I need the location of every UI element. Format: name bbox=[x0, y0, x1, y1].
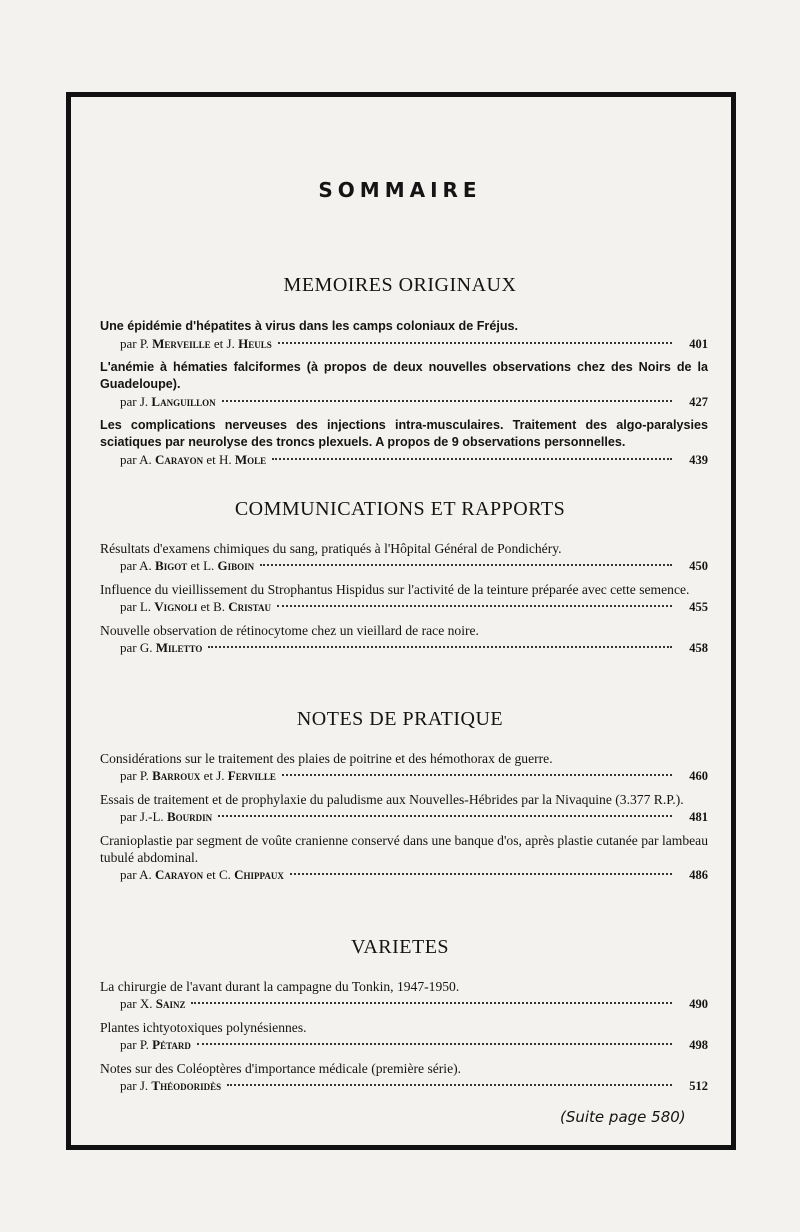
toc-entry[interactable] bbox=[100, 318, 708, 353]
entry-byline bbox=[100, 866, 708, 884]
entry-authors: par P. Barroux et J. Ferville bbox=[120, 768, 276, 783]
entry-title: L'anémie à hématies falciformes (à propos de deux nouvelles observations chez des Noirs de la Guadeloupe). bbox=[100, 360, 708, 391]
entry-authors: par J.-L. Bourdin bbox=[120, 809, 213, 824]
entry-authors: par A. Carayon et H. Mole bbox=[120, 452, 267, 467]
page-number: 512 bbox=[689, 1079, 708, 1093]
page-number: 427 bbox=[689, 395, 708, 409]
dot-leader bbox=[227, 1084, 672, 1086]
toc-entry[interactable] bbox=[100, 978, 708, 1013]
entries-notes bbox=[100, 750, 708, 890]
page-title: SOMMAIRE bbox=[318, 178, 482, 202]
entry-title: Notes sur des Coléoptères d'importance médicale (première série). bbox=[100, 1061, 462, 1076]
dot-leader bbox=[208, 646, 672, 648]
page-number: 450 bbox=[689, 559, 708, 573]
toc-entry[interactable] bbox=[100, 417, 708, 469]
entry-authors: par J. Languillon bbox=[120, 394, 216, 409]
page-number: 458 bbox=[689, 641, 708, 655]
dot-leader bbox=[197, 1043, 672, 1045]
entry-authors: par A. Carayon et C. Chippaux bbox=[120, 867, 284, 882]
page-number: 490 bbox=[689, 997, 708, 1011]
entry-authors: par A. Bigot et L. Giboin bbox=[120, 558, 255, 573]
toc-entry[interactable] bbox=[100, 581, 708, 616]
entry-title: Résultats d'examens chimiques du sang, pratiqués à l'Hôpital Général de Pondichéry. bbox=[100, 541, 562, 556]
entry-title: Une épidémie d'hépatites à virus dans les camps coloniaux de Fréjus. bbox=[100, 319, 519, 333]
entry-authors: par P. Pétard bbox=[120, 1037, 191, 1052]
page-number: 486 bbox=[689, 868, 708, 882]
entry-title: Essais de traitement et de prophylaxie du paludisme aux Nouvelles-Hébrides par la Nivaquine (3.377 R.P.). bbox=[100, 792, 684, 807]
entry-byline bbox=[100, 995, 708, 1013]
entry-byline bbox=[100, 335, 708, 353]
dot-leader bbox=[290, 873, 672, 875]
page-number: 401 bbox=[689, 337, 708, 351]
dot-leader bbox=[272, 458, 672, 460]
page-number: 455 bbox=[689, 600, 708, 614]
entry-title: Considérations sur le traitement des plaies de poitrine et des hémothorax de guerre. bbox=[100, 751, 553, 766]
toc-entry[interactable] bbox=[100, 750, 708, 785]
dot-leader bbox=[277, 605, 672, 607]
entry-authors: par P. Merveille et J. Heuls bbox=[120, 336, 272, 351]
entries-varietes bbox=[100, 978, 708, 1101]
section-title-varietes: VARIETES bbox=[350, 936, 450, 958]
entry-title: Nouvelle observation de rétinocytome chez un vieillard de race noire. bbox=[100, 623, 479, 638]
entry-authors: par X. Sainz bbox=[120, 996, 186, 1011]
dot-leader bbox=[278, 342, 672, 344]
entry-byline bbox=[100, 1077, 708, 1095]
dot-leader bbox=[282, 774, 672, 776]
toc-entry[interactable] bbox=[100, 359, 708, 411]
continuation-note: (Suite page 580) bbox=[560, 1108, 686, 1126]
section-title-notes: NOTES DE PRATIQUE bbox=[296, 708, 504, 730]
toc-entry[interactable] bbox=[100, 791, 708, 826]
page-number: 460 bbox=[689, 769, 708, 783]
dot-leader bbox=[191, 1002, 672, 1004]
page-number: 439 bbox=[689, 453, 708, 467]
entry-byline bbox=[100, 808, 708, 826]
toc-entry[interactable] bbox=[100, 540, 708, 575]
section-title-communications: COMMUNICATIONS ET RAPPORTS bbox=[234, 498, 566, 520]
entry-title: Cranioplastie par segment de voûte cranienne conservé dans une banque d'os, après plastie cutanée par lambeau tubulé abdominal. bbox=[100, 833, 708, 865]
page-number: 498 bbox=[689, 1038, 708, 1052]
toc-entry[interactable] bbox=[100, 1060, 708, 1095]
entry-authors: par G. Miletto bbox=[120, 640, 203, 655]
entry-title: Les complications nerveuses des injections intra-musculaires. Traitement des algo-paralysies sciatiques par neurolyse des troncs plexuels. A propos de 9 observations personnelles. bbox=[100, 418, 708, 449]
entry-byline bbox=[100, 393, 708, 411]
entry-title: Influence du vieillissement du Strophantus Hispidus sur l'activité de la teinture préparée avec cette semence. bbox=[100, 582, 690, 597]
entries-memoires bbox=[100, 318, 708, 475]
entry-byline bbox=[100, 557, 708, 575]
entry-byline bbox=[100, 598, 708, 616]
section-title-memoires: MEMOIRES ORIGINAUX bbox=[283, 274, 517, 296]
entry-byline bbox=[100, 1036, 708, 1054]
entry-byline bbox=[100, 767, 708, 785]
entry-authors: par L. Vignoli et B. Cristau bbox=[120, 599, 271, 614]
dot-leader bbox=[222, 400, 672, 402]
toc-entry[interactable] bbox=[100, 832, 708, 884]
page-number: 481 bbox=[689, 810, 708, 824]
toc-entry[interactable] bbox=[100, 622, 708, 657]
entry-byline bbox=[100, 451, 708, 469]
dot-leader bbox=[260, 564, 672, 566]
entry-authors: par J. Théodoridès bbox=[120, 1078, 222, 1093]
entry-title: La chirurgie de l'avant durant la campagne du Tonkin, 1947-1950. bbox=[100, 979, 460, 994]
dot-leader bbox=[218, 815, 672, 817]
toc-entry[interactable] bbox=[100, 1019, 708, 1054]
entry-title: Plantes ichtyotoxiques polynésiennes. bbox=[100, 1020, 307, 1035]
entry-byline bbox=[100, 639, 708, 657]
entries-communications bbox=[100, 540, 708, 663]
